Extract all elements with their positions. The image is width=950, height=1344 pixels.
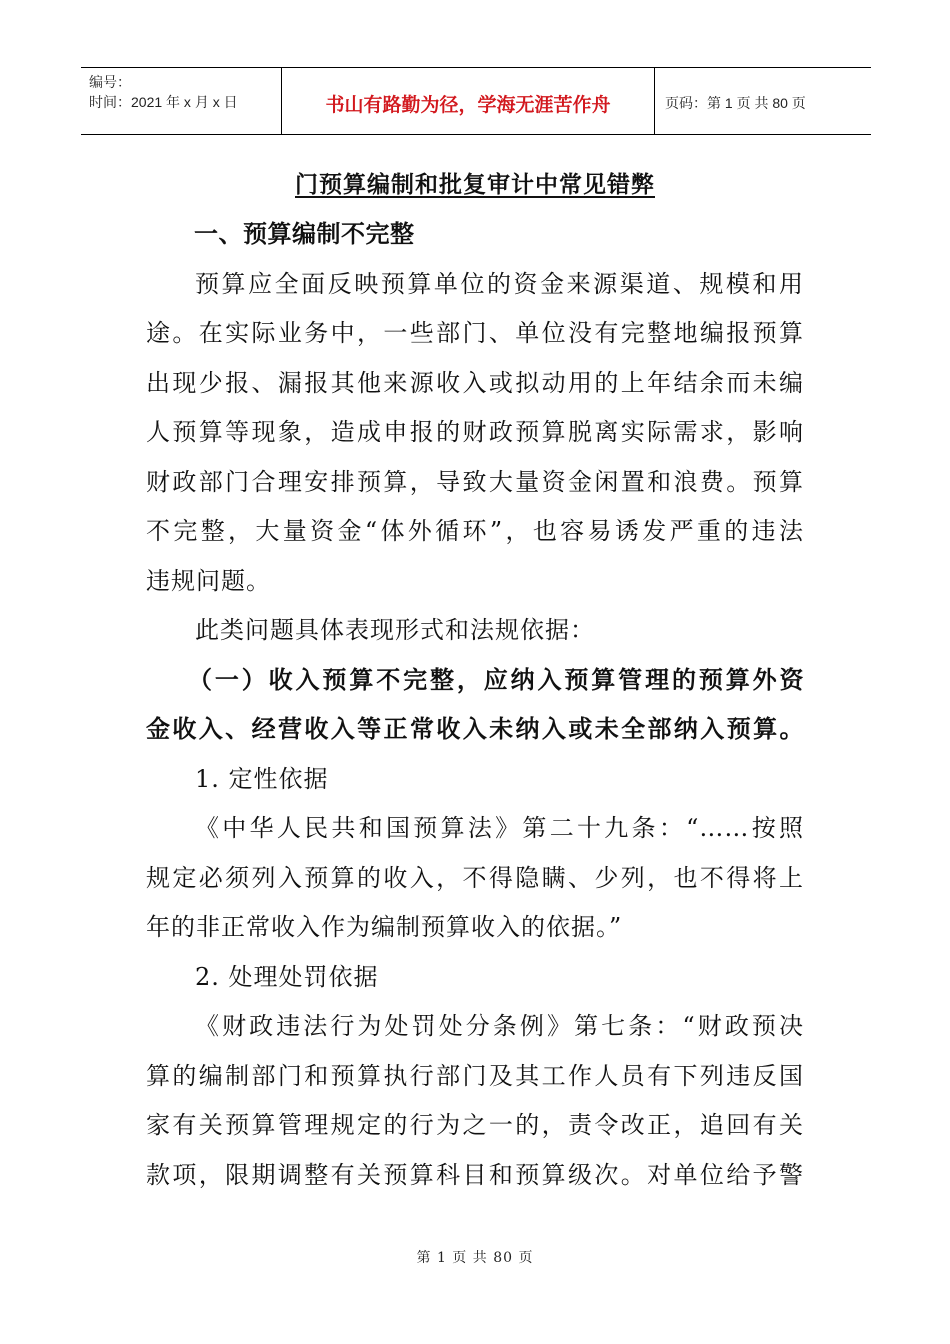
numbered-heading: 2. 处理处罚依据 xyxy=(195,962,379,991)
paragraph-line: 年的非正常收入作为编制预算收入的依据。” xyxy=(146,913,623,941)
paragraph-line: 出现少报、漏报其他来源收入或拟动用的上年结余而未编 xyxy=(146,368,804,397)
paragraph-line: 此类问题具体表现形式和法规依据： xyxy=(195,616,595,644)
paragraph-line: 款项，限期调整有关预算科目和预算级次。对单位给予警 xyxy=(146,1160,804,1189)
paragraph-line: 不完整，大量资金“体外循环”，也容易诱发严重的违法 xyxy=(146,517,804,545)
date-label: 时间：2021 年 x 月 x 日 xyxy=(89,94,238,110)
subsection-heading: （一）收入预算不完整，应纳入预算管理的预算外资 xyxy=(188,665,804,694)
document-body xyxy=(146,210,804,1200)
serial-number-label: 编号： xyxy=(89,74,131,90)
header-page-info: 页码：第 1 页 共 80 页 xyxy=(665,95,806,111)
paragraph-line: 途。在实际业务中，一些部门、单位没有完整地编报预算 xyxy=(146,319,804,347)
paragraph-line: 财政部门合理安排预算，导致大量资金闲置和浪费。预算 xyxy=(146,467,804,496)
header-meta xyxy=(81,68,282,134)
paragraph-line: 规定必须列入预算的收入，不得隐瞒、少列，也不得将上 xyxy=(146,863,804,892)
numbered-heading: 1. 定性依据 xyxy=(195,764,329,793)
section-heading: 一、预算编制不完整 xyxy=(194,220,415,248)
paragraph-line: 预算应全面反映预算单位的资金来源渠道、规模和用 xyxy=(195,269,804,298)
paragraph-line: 家有关预算管理规定的行为之一的，责令改正，追回有关 xyxy=(146,1111,804,1139)
paragraph-line: 违规问题。 xyxy=(146,566,271,595)
document-header xyxy=(81,67,871,135)
paragraph-line: 《财政违法行为处罚处分条例》第七条：“财政预决 xyxy=(195,1012,804,1040)
subsection-heading: 金收入、经营收入等正常收入未纳入或未全部纳入预算。 xyxy=(146,715,804,743)
paragraph-line: 《中华人民共和国预算法》第二十九条：“……按照 xyxy=(195,814,804,842)
document-title: 门预算编制和批复审计中常见错弊 xyxy=(295,172,655,198)
header-motto: 书山有路勤为径，学海无涯苦作舟 xyxy=(282,68,655,134)
paragraph-line: 算的编制部门和预算执行部门及其工作人员有下列违反国 xyxy=(146,1061,804,1090)
paragraph-line: 人预算等现象，造成申报的财政预算脱离实际需求，影响 xyxy=(146,418,804,446)
page-footer: 第 1 页 共 80 页 xyxy=(416,1250,534,1266)
